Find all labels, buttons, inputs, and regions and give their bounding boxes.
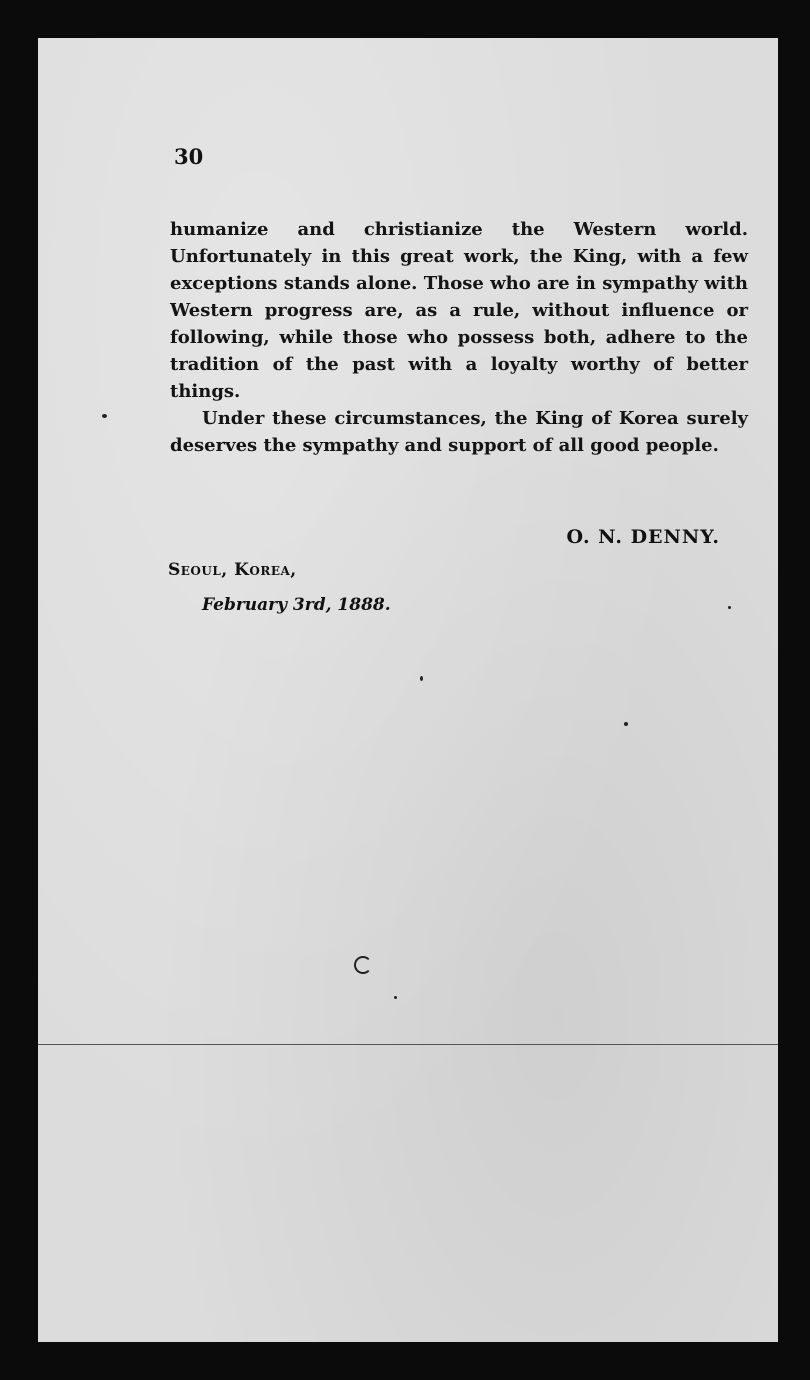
scan-speck: [102, 414, 107, 418]
paragraph-continuation: humanize and christianize the Western world. Unfortunately in this great work, the King, with a few exceptions stands alone. Those who are in sympathy with Western progress are, as a rule, without influence or following, while those who possess both, adhere to the tradition of the past with a loyalty worthy of better things.: [170, 219, 748, 402]
paragraph-conclusion: Under these circumstances, the King of Korea surely deserves the sympathy and support of all good people.: [170, 408, 748, 456]
fold-line: [38, 1044, 778, 1045]
body-text: [170, 216, 748, 459]
ink-mark: [354, 956, 372, 974]
scanned-page: [38, 38, 778, 1342]
scan-speck: [394, 996, 397, 999]
scan-speck: [420, 676, 423, 681]
place-line: Seoul, Korea,: [168, 560, 297, 580]
scan-speck: [728, 606, 731, 609]
scan-speck: [624, 722, 628, 726]
page-number: 30: [174, 144, 204, 169]
date-line: February 3rd, 1888.: [202, 595, 391, 615]
author-signature: O. N. DENNY.: [566, 526, 720, 548]
